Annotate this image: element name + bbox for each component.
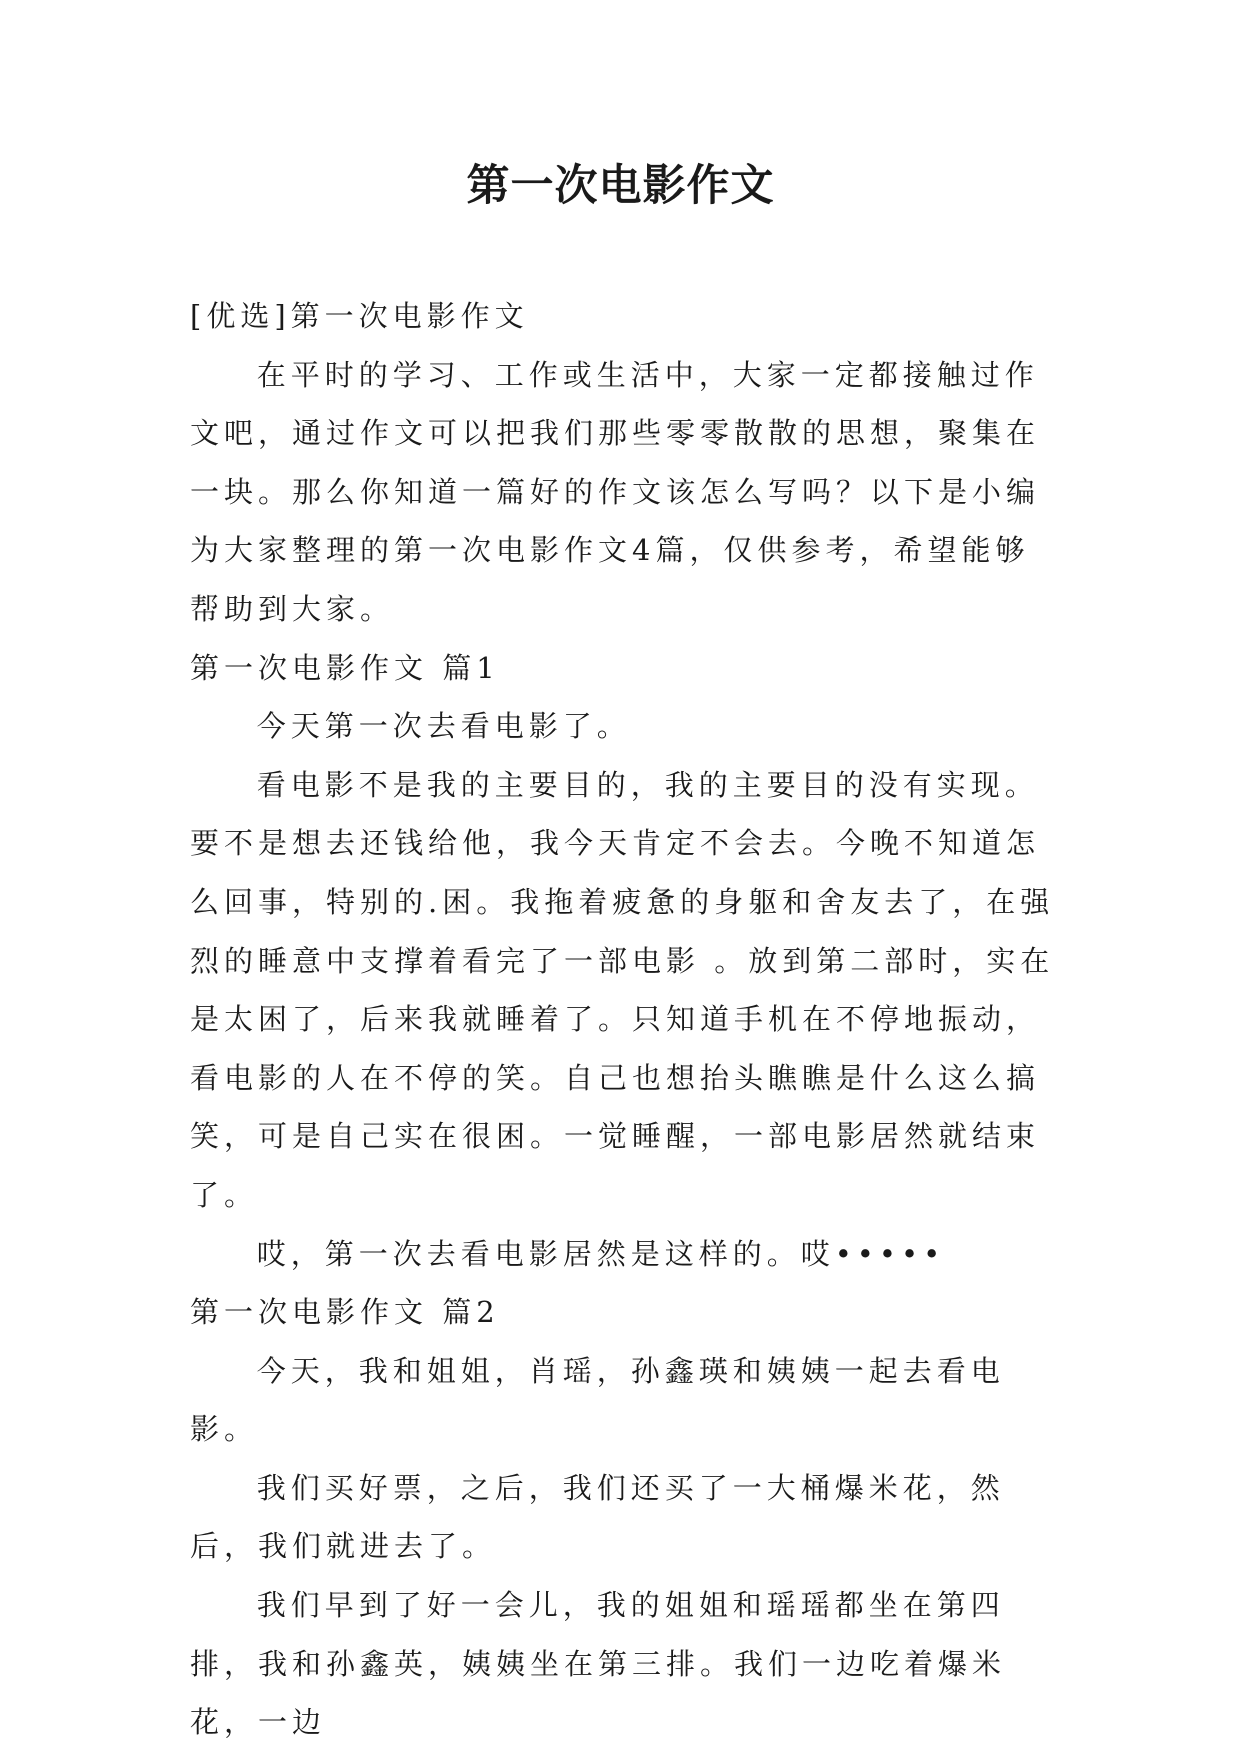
paragraph: 今天，我和姐姐，肖瑶，孙鑫瑛和姨姨一起去看电影。 (190, 1353, 1005, 1447)
paragraph: 哎，第一次去看电影居然是这样的。哎••••• (256, 1236, 946, 1271)
section-heading-1: 第一次电影作文 篇1 (190, 650, 500, 685)
intro-paragraph: 在平时的学习、工作或生活中，大家一定都接触过作文吧，通过作文可以把我们那些零零散散的思想，聚集在一块。那么你知道一篇好的作文该怎么写吗？以下是小编为大家整理的第一次电影作文4篇，仅供参考，希望能够帮助到大家。 (190, 357, 1041, 626)
document-subtitle: [优选]第一次电影作文 (190, 299, 529, 333)
paragraph: 我们早到了好一会儿，我的姐姐和瑶瑶都坐在第四排，我和孙鑫英，姨姨坐在第三排。我们一边吃着爆米花，一边 (190, 1588, 1007, 1740)
section-heading-2: 第一次电影作文 篇2 (190, 1295, 500, 1330)
paragraph: 看电影不是我的主要目的，我的主要目的没有实现。要不是想去还钱给他，我今天肯定不会去。今晚不知道怎么回事，特别的.困。我拖着疲惫的身躯和舍友去了，在强烈的睡意中支撑着看完了一部电影 。放到第二部时，实在是太困了，后来我就睡着了。只知道手机在不停地振动，看电影的人在不停的笑。自己也想抬头瞧瞧是什么这么搞笑，可是自己实在很困。一觉睡醒，一部电影居然就结束了。 (190, 767, 1055, 1212)
paragraph: 我们买好票，之后，我们还买了一大桶爆米花，然后，我们就进去了。 (190, 1470, 1005, 1564)
document-title: 第一次电影作文 (466, 161, 775, 211)
document-body (190, 287, 1056, 1752)
paragraph: 今天第一次去看电影了。 (256, 709, 631, 744)
